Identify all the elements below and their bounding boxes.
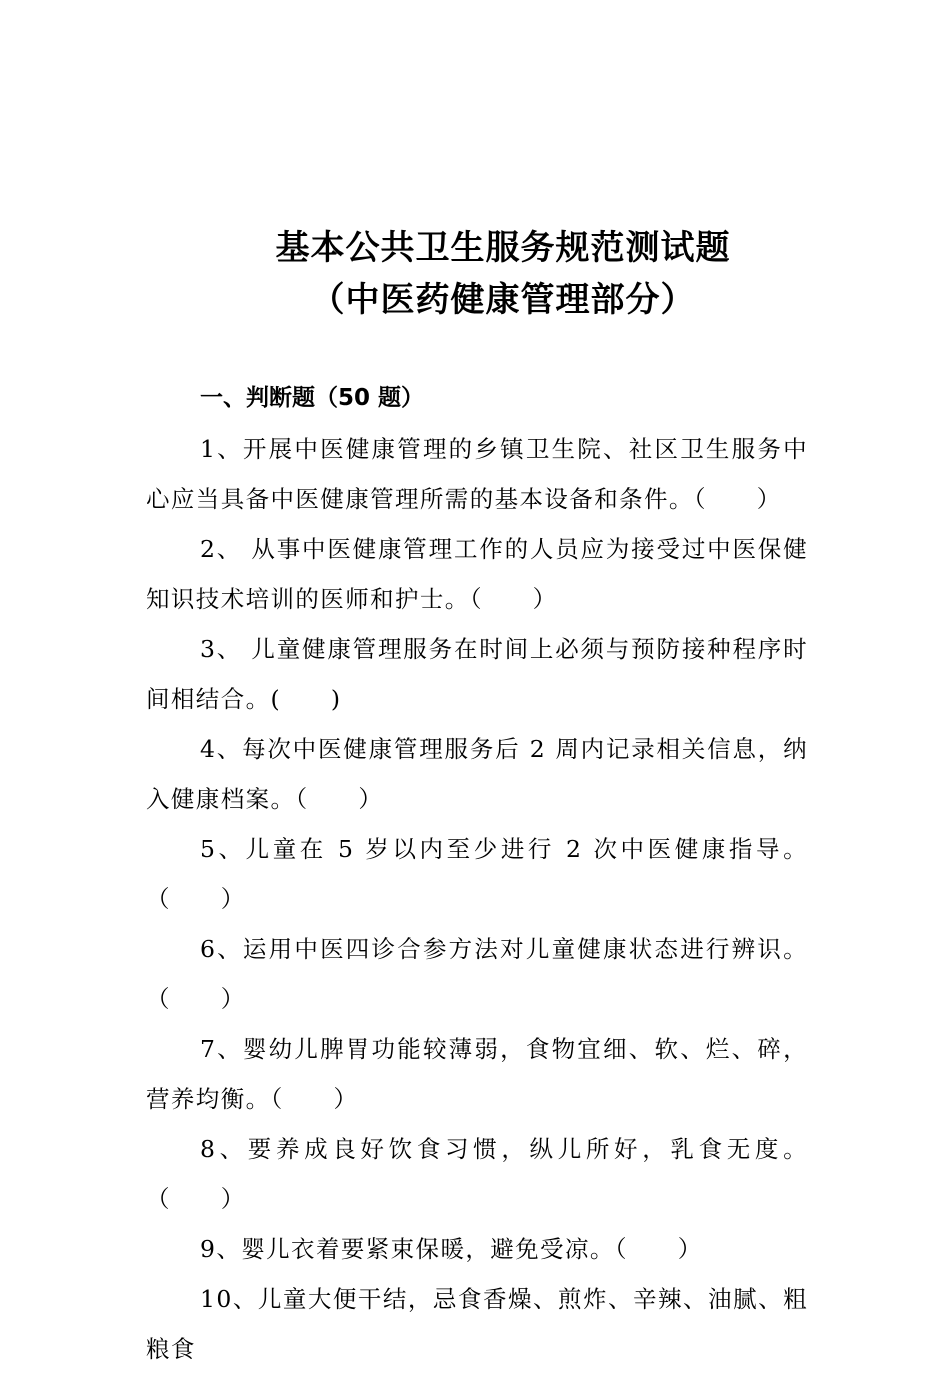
question-item: 6、运用中医四诊合参方法对儿童健康状态进行辨识。（ ） [146,935,808,1013]
question-item: 10、儿童大便干结，忌食香燥、煎炸、辛辣、油腻、粗粮食 [146,1285,808,1363]
question-item: 2、 从事中医健康管理工作的人员应为接受过中医保健知识技术培训的医师和护士。（ ） [146,535,808,613]
question-item: 3、 儿童健康管理服务在时间上必须与预防接种程序时间相结合。( ) [146,635,808,713]
question-item: 8、要养成良好饮食习惯，纵儿所好，乳食无度。（ ） [146,1135,808,1213]
question-item: 5、儿童在 5 岁以内至少进行 2 次中医健康指导。（ ） [146,835,808,913]
question-item: 7、婴幼儿脾胃功能较薄弱，食物宜细、软、烂、碎，营养均衡。（ ） [146,1035,808,1113]
document-title: 基本公共卫生服务规范测试题 [275,228,731,268]
question-item: 4、每次中医健康管理服务后 2 周内记录相关信息，纳入健康档案。（ ） [146,735,808,813]
section-heading: 一、判断题（50 题） [200,385,425,411]
question-item: 1、开展中医健康管理的乡镇卫生院、社区卫生服务中心应当具备中医健康管理所需的基本设备和条件。（ ） [146,435,808,513]
question-item: 9、婴儿衣着要紧束保暖，避免受凉。（ ） [200,1235,703,1263]
question-list [146,424,808,1374]
document-subtitle: （中医药健康管理部分） [310,280,696,320]
